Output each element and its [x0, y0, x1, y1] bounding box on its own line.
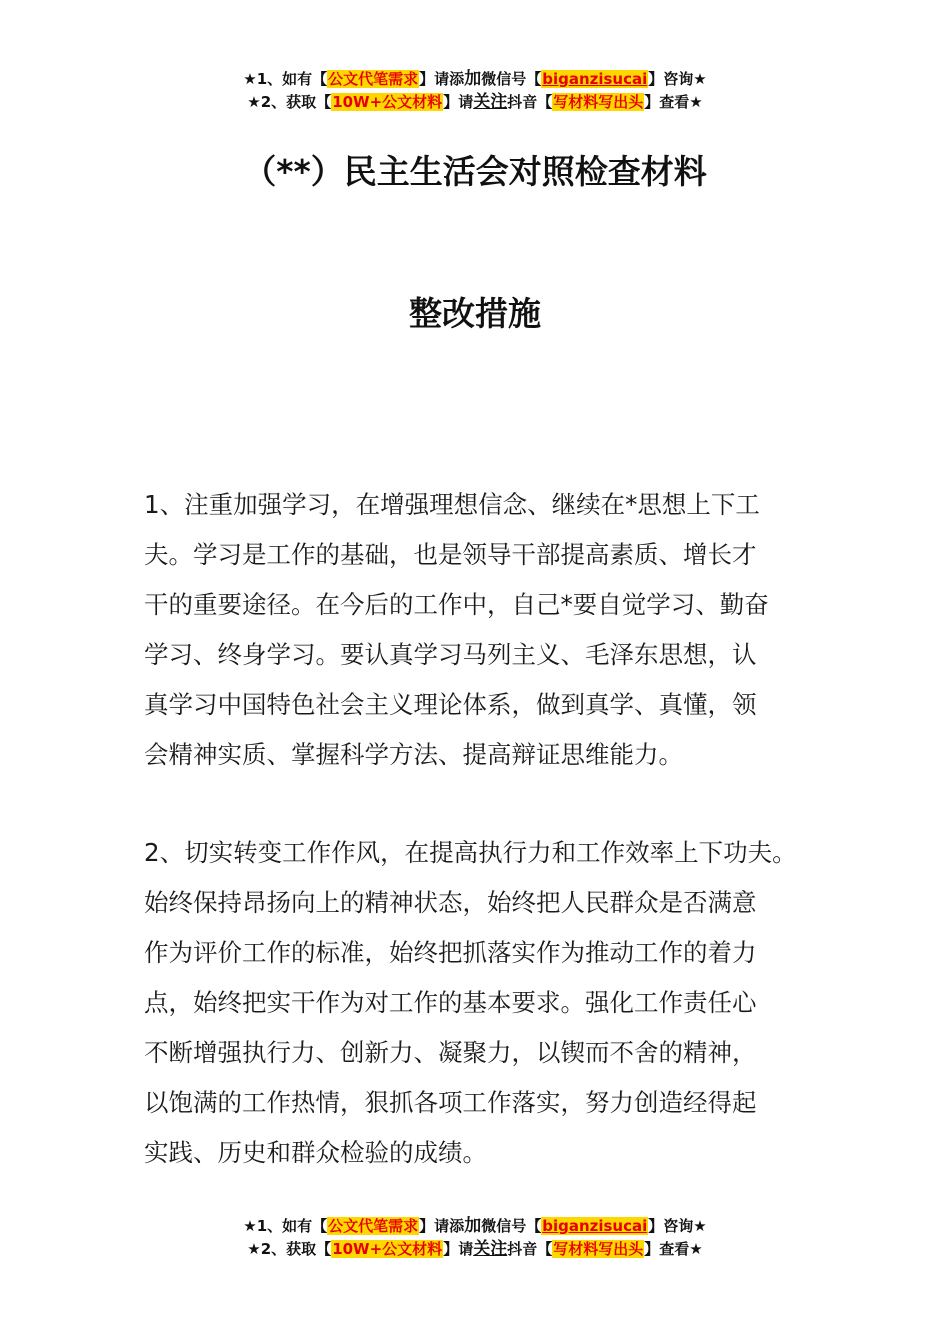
promo-text: 微信号【: [481, 1217, 542, 1235]
paragraph-line: 会精神实质、掌握科学方法、提高辩证思维能力。: [144, 740, 683, 769]
document-subtitle: 整改措施: [409, 294, 541, 333]
promo-text: 】咨询★: [648, 70, 707, 88]
paragraph-line: 以饱满的工作热情，狠抓各项工作落实，努力创造经得起: [144, 1088, 757, 1117]
promo-text: 】查看★: [644, 1240, 703, 1258]
douyin-account-highlight: 写材料写出头: [553, 1240, 644, 1258]
footer-promo-banner: [0, 1215, 950, 1261]
wechat-id-link[interactable]: biganzisucai: [542, 1217, 648, 1235]
body-paragraph-1: [144, 480, 844, 780]
promo-line-1: [0, 1215, 950, 1238]
promo-text: 】请添: [419, 70, 465, 88]
paragraph-line: 学习、终身学习。要认真学习马列主义、毛泽东思想，认: [144, 640, 757, 669]
promo-text: 】请: [443, 1240, 474, 1258]
follow-emphasis: 关注: [473, 92, 508, 112]
materials-highlight: 10W+公文材料: [332, 93, 443, 111]
promo-text: 微信号【: [481, 70, 542, 88]
paragraph-line: 干的重要途径。在今后的工作中，自己*要自觉学习、勤奋: [144, 590, 769, 619]
promo-text: 】咨询★: [648, 1217, 707, 1235]
promo-line-2: [0, 91, 950, 114]
paragraph-line: 始终保持昂扬向上的精神状态，始终把人民群众是否满意: [144, 888, 757, 917]
header-promo-banner: [0, 68, 950, 114]
paragraph-line: 实践、历史和群众检验的成绩。: [144, 1138, 487, 1167]
wechat-id-link[interactable]: biganzisucai: [542, 70, 648, 88]
document-title: （**）民主生活会对照检查材料: [243, 152, 707, 191]
promo-text: 抖音【: [507, 93, 553, 111]
follow-emphasis: 关注: [473, 1239, 508, 1259]
promo-text: ★1、如有【: [243, 1217, 328, 1235]
paragraph-line: 作为评价工作的标准，始终把抓落实作为推动工作的着力: [144, 938, 757, 967]
paragraph-line: 点，始终把实干作为对工作的基本要求。强化工作责任心: [144, 988, 757, 1017]
promo-text: 】查看★: [644, 93, 703, 111]
promo-emphasis: 加: [464, 1216, 482, 1236]
promo-text: ★1、如有【: [243, 70, 328, 88]
douyin-account-highlight: 写材料写出头: [553, 93, 644, 111]
paragraph-line: 不断增强执行力、创新力、凝聚力，以锲而不舍的精神，: [144, 1038, 757, 1067]
promo-line-1: [0, 68, 950, 91]
promo-text: 抖音【: [507, 1240, 553, 1258]
promo-text: 】请: [443, 93, 474, 111]
service-highlight: 公文代笔需求: [328, 1217, 419, 1235]
paragraph-line: 夫。学习是工作的基础，也是领导干部提高素质、增长才: [144, 540, 757, 569]
promo-text: 】请添: [419, 1217, 465, 1235]
materials-highlight: 10W+公文材料: [332, 1240, 443, 1258]
promo-line-2: [0, 1238, 950, 1261]
paragraph-line: 2、切实转变工作作风，在提高执行力和工作效率上下功夫。: [144, 838, 797, 867]
promo-text: ★2、获取【: [247, 93, 332, 111]
promo-emphasis: 加: [464, 69, 482, 89]
paragraph-line: 1、注重加强学习，在增强理想信念、继续在*思想上下工: [144, 490, 760, 519]
service-highlight: 公文代笔需求: [328, 70, 419, 88]
body-paragraph-2: [144, 828, 844, 1178]
paragraph-line: 真学习中国特色社会主义理论体系，做到真学、真懂，领: [144, 690, 757, 719]
promo-text: ★2、获取【: [247, 1240, 332, 1258]
